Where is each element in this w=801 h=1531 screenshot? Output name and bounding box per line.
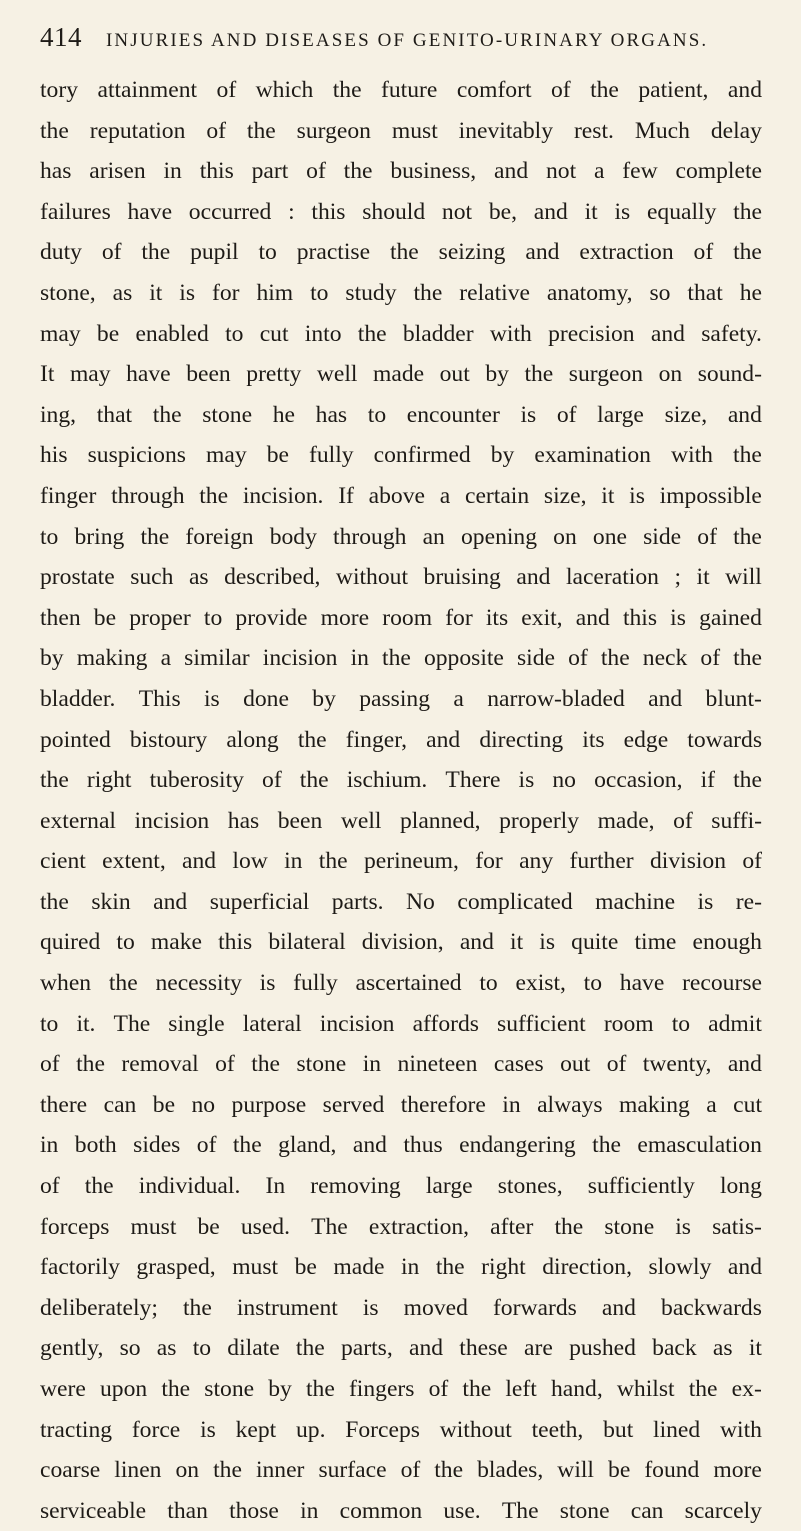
text-line: gently, so as to dilate the parts, and these are pushed back as it	[40, 1335, 762, 1362]
text-line: quired to make this bilateral division, and it is quite time enough	[40, 929, 762, 956]
text-line: by making a similar incision in the opposite side of the neck of the	[40, 645, 762, 672]
text-line: to it. The single lateral incision affords sufficient room to admit	[40, 1010, 762, 1037]
text-line: to bring the foreign body through an opening on one side of the	[40, 523, 762, 550]
text-line: stone, as it is for him to study the relative anatomy, so that he	[40, 279, 762, 306]
text-line: tory attainment of which the future comfort of the patient, and	[40, 77, 762, 103]
text-line: when the necessity is fully ascertained to exist, to have recourse	[40, 970, 762, 997]
text-line: there can be no purpose served therefore in always making a cut	[40, 1091, 762, 1118]
text-line: duty of the pupil to practise the seizing and extraction of the	[40, 239, 762, 266]
text-line: It may have been pretty well made out by the surgeon on sound-	[40, 361, 762, 388]
text-line: the skin and superficial parts. No complicated machine is re-	[40, 888, 762, 915]
text-line: then be proper to provide more room for its exit, and this is gained	[40, 604, 762, 631]
page-number: 414	[40, 22, 82, 52]
text-line: deliberately; the instrument is moved forwards and backwards	[40, 1294, 762, 1321]
text-line: in both sides of the gland, and thus endangering the emasculation	[40, 1132, 762, 1159]
text-line: forceps must be used. The extraction, after the stone is satis-	[40, 1213, 762, 1240]
text-line: may be enabled to cut into the bladder with precision and safety.	[40, 320, 762, 347]
text-line: tracting force is kept up. Forceps without teeth, but lined with	[40, 1416, 762, 1443]
text-line: serviceable than those in common use. The stone can scarcely	[40, 1497, 762, 1524]
text-line: failures have occurred : this should not be, and it is equally the	[40, 198, 762, 225]
text-line: the reputation of the surgeon must inevitably rest. Much delay	[40, 117, 762, 144]
text-line: pointed bistoury along the finger, and directing its edge towards	[40, 726, 762, 753]
running-head	[40, 22, 720, 58]
text-line: finger through the incision. If above a certain size, it is impossible	[40, 482, 762, 509]
body-text	[40, 70, 762, 1531]
text-line: ing, that the stone he has to encounter is of large size, and	[40, 401, 762, 428]
text-line: has arisen in this part of the business, and not a few complete	[40, 158, 762, 185]
text-line: bladder. This is done by passing a narrow-bladed and blunt-	[40, 685, 762, 712]
text-line: were upon the stone by the fingers of the left hand, whilst the ex-	[40, 1376, 762, 1402]
text-line: of the removal of the stone in nineteen cases out of twenty, and	[40, 1051, 762, 1078]
text-line: factorily grasped, must be made in the right direction, slowly and	[40, 1254, 762, 1281]
text-line: cient extent, and low in the perineum, for any further division of	[40, 848, 762, 875]
text-line: external incision has been well planned, properly made, of suffi-	[40, 807, 762, 834]
text-line: his suspicions may be fully confirmed by examination with the	[40, 442, 762, 469]
text-line: prostate such as described, without bruising and laceration ; it will	[40, 564, 762, 591]
text-line: coarse linen on the inner surface of the blades, will be found more	[40, 1457, 762, 1484]
text-line: the right tuberosity of the ischium. There is no occasion, if the	[40, 767, 762, 794]
text-line: of the individual. In removing large stones, sufficiently long	[40, 1173, 762, 1200]
running-title: INJURIES AND DISEASES OF GENITO-URINARY ORGANS.	[106, 30, 709, 51]
